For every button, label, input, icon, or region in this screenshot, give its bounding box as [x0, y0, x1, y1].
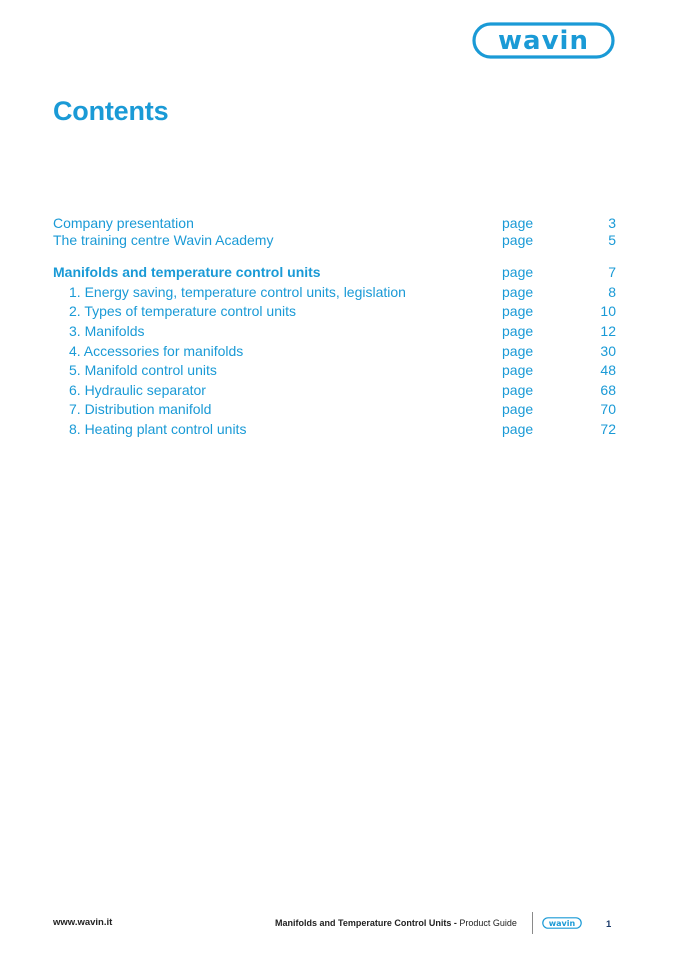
page-title: Contents — [53, 96, 169, 126]
svg-text:wavin: wavin — [548, 919, 576, 928]
wavin-logo — [472, 22, 615, 59]
toc-entry-page-word: page — [502, 421, 534, 437]
toc-entry-page-word: page — [502, 215, 534, 231]
toc-entry-page-word: page — [502, 264, 534, 280]
toc-entry-page-word: page — [502, 401, 534, 417]
toc-entry-page-number: 30 — [600, 343, 616, 359]
toc-entry-page-word: page — [502, 303, 534, 319]
toc-entry-page-number: 72 — [600, 421, 616, 437]
footer-document-title-bold: Manifolds and Temperature Control Units - — [275, 918, 457, 928]
toc-entry[interactable] — [0, 322, 678, 340]
toc-entry[interactable] — [0, 342, 678, 360]
toc-entry-page-number: 68 — [600, 382, 616, 398]
toc-entry-label: 8. Heating plant control units — [69, 421, 247, 437]
toc-entry-label: 7. Distribution manifold — [69, 401, 212, 417]
footer-page-number: 1 — [606, 919, 612, 930]
toc-entry[interactable] — [0, 420, 678, 438]
toc-entry-page-number: 5 — [608, 232, 616, 248]
toc-entry-label: 4. Accessories for manifolds — [69, 343, 244, 359]
footer-document-title — [275, 918, 517, 928]
footer-url[interactable]: www.wavin.it — [53, 917, 113, 928]
toc-entry-label: 3. Manifolds — [69, 323, 145, 339]
toc-entry-page-word: page — [502, 284, 534, 300]
toc-entry[interactable] — [0, 263, 678, 281]
toc-entry-page-number: 8 — [608, 284, 616, 300]
toc-entry-page-word: page — [502, 323, 534, 339]
svg-text:wavin: wavin — [498, 26, 589, 56]
toc-entry-page-word: page — [502, 232, 534, 248]
footer-wavin-logo — [542, 917, 582, 929]
toc-entry-page-number: 48 — [600, 362, 616, 378]
toc-entry[interactable] — [0, 283, 678, 301]
toc-entry-page-number: 12 — [600, 323, 616, 339]
toc-entry-label: 6. Hydraulic separator — [69, 382, 206, 398]
toc-entry-label: 5. Manifold control units — [69, 362, 217, 378]
toc-entry[interactable] — [0, 231, 678, 249]
toc-entry-label: Manifolds and temperature control units — [53, 264, 321, 280]
toc-entry-page-number: 7 — [608, 264, 616, 280]
toc-entry[interactable] — [0, 302, 678, 320]
toc-entry-page-word: page — [502, 362, 534, 378]
toc-entry-label: 2. Types of temperature control units — [69, 303, 296, 319]
toc-entry[interactable] — [0, 381, 678, 399]
toc-entry-label: Company presentation — [53, 215, 194, 231]
toc-entry[interactable] — [0, 400, 678, 418]
toc-entry-page-word: page — [502, 382, 534, 398]
footer-divider — [532, 912, 533, 934]
footer-document-title-rest: Product Guide — [456, 918, 517, 928]
toc-entry-page-number: 10 — [600, 303, 616, 319]
toc-entry[interactable] — [0, 214, 678, 232]
toc-entry-page-number: 70 — [600, 401, 616, 417]
toc-entry-page-word: page — [502, 343, 534, 359]
toc-entry[interactable] — [0, 361, 678, 379]
toc-entry-label: 1. Energy saving, temperature control units, legislation — [69, 284, 406, 300]
toc-entry-label: The training centre Wavin Academy — [53, 232, 274, 248]
toc-entry-page-number: 3 — [608, 215, 616, 231]
